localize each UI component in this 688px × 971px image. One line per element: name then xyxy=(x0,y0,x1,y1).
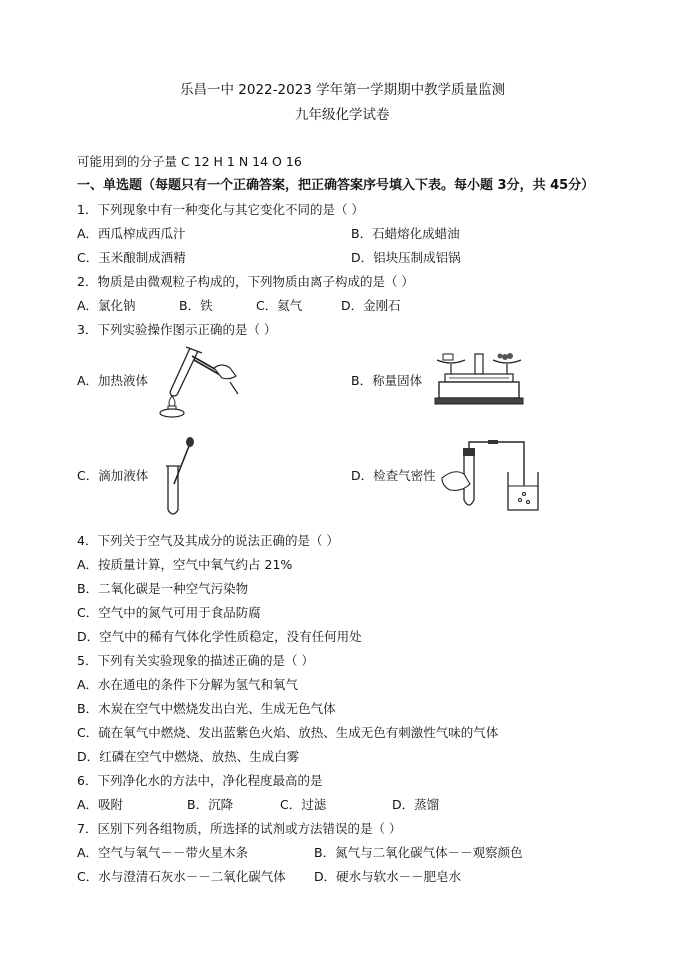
balance-illustration xyxy=(433,350,525,408)
question-1-option-d: D．铝块压制成铝锅 xyxy=(351,250,461,265)
question-7-stem: 7．区别下列各组物质，所选择的试剂或方法错误的是（ ） xyxy=(77,821,402,836)
exam-title: 乐昌一中 2022-2023 学年第一学期期中教学质量监测 xyxy=(180,82,506,98)
question-5-option-d: D．红磷在空气中燃烧、放热、生成白雾 xyxy=(77,749,300,764)
question-5-stem: 5．下列有关实验现象的描述正确的是（ ） xyxy=(77,653,314,668)
question-3-option-a: A．加热液体 xyxy=(77,373,149,388)
question-3-option-d: D．检查气密性 xyxy=(351,468,436,483)
question-2-option-c: C．氦气 xyxy=(256,298,303,313)
heating-liquid-illustration xyxy=(150,342,240,418)
question-2-stem: 2．物质是由微观粒子构成的，下列物质由离子构成的是（ ） xyxy=(77,274,414,289)
question-4-option-c: C．空气中的氮气可用于食品防腐 xyxy=(77,605,261,620)
question-5-option-a: A．水在通电的条件下分解为氢气和氧气 xyxy=(77,677,299,692)
question-2-option-b: B．铁 xyxy=(179,298,213,313)
question-2-option-d: D．金刚石 xyxy=(341,298,401,313)
question-5-option-c: C．硫在氧气中燃烧、发出蓝紫色火焰、放热、生成无色有刺激性气味的气体 xyxy=(77,725,499,740)
question-6-option-b: B．沉降 xyxy=(187,797,234,812)
question-3-option-b: B．称量固体 xyxy=(351,373,423,388)
section-heading: 一、单选题（每题只有一个正确答案，把正确答案序号填入下表。每小题 3分，共 45分） xyxy=(77,178,595,193)
question-1-option-a: A．西瓜榨成西瓜汁 xyxy=(77,226,186,241)
question-4-option-a: A．按质量计算，空气中氧气约占 21% xyxy=(77,557,293,572)
airtightness-illustration xyxy=(440,438,540,518)
question-6-option-d: D．蒸馏 xyxy=(392,797,440,812)
question-6-option-a: A．吸附 xyxy=(77,797,124,812)
question-7-option-b: B．氮气与二氧化碳气体－－观察颜色 xyxy=(314,845,523,860)
question-1-stem: 1．下列现象中有一种变化与其它变化不同的是（ ） xyxy=(77,202,364,217)
question-3-option-c: C．滴加液体 xyxy=(77,468,149,483)
exam-subtitle: 九年级化学试卷 xyxy=(295,107,390,123)
question-1-option-b: B．石蜡熔化成蜡油 xyxy=(351,226,460,241)
question-4-stem: 4．下列关于空气及其成分的说法正确的是（ ） xyxy=(77,533,339,548)
question-7-option-d: D．硬水与软水－－肥皂水 xyxy=(314,869,462,884)
question-6-stem: 6．下列净化水的方法中，净化程度最高的是 xyxy=(77,773,323,788)
question-1-option-c: C．玉米酿制成酒精 xyxy=(77,250,186,265)
dropper-illustration xyxy=(160,436,200,518)
question-4-option-d: D．空气中的稀有气体化学性质稳定，没有任何用处 xyxy=(77,629,362,644)
atomic-masses: 可能用到的分子量 C 12 H 1 N 14 O 16 xyxy=(77,154,302,169)
question-2-option-a: A．氯化钠 xyxy=(77,298,136,313)
question-5-option-b: B．木炭在空气中燃烧发出白光、生成无色气体 xyxy=(77,701,336,716)
question-7-option-a: A．空气与氧气－－带火星木条 xyxy=(77,845,249,860)
question-4-option-b: B．二氧化碳是一种空气污染物 xyxy=(77,581,249,596)
question-7-option-c: C．水与澄清石灰水－－二氧化碳气体 xyxy=(77,869,286,884)
question-3-stem: 3．下列实验操作图示正确的是（ ） xyxy=(77,322,277,337)
question-6-option-c: C．过滤 xyxy=(280,797,327,812)
